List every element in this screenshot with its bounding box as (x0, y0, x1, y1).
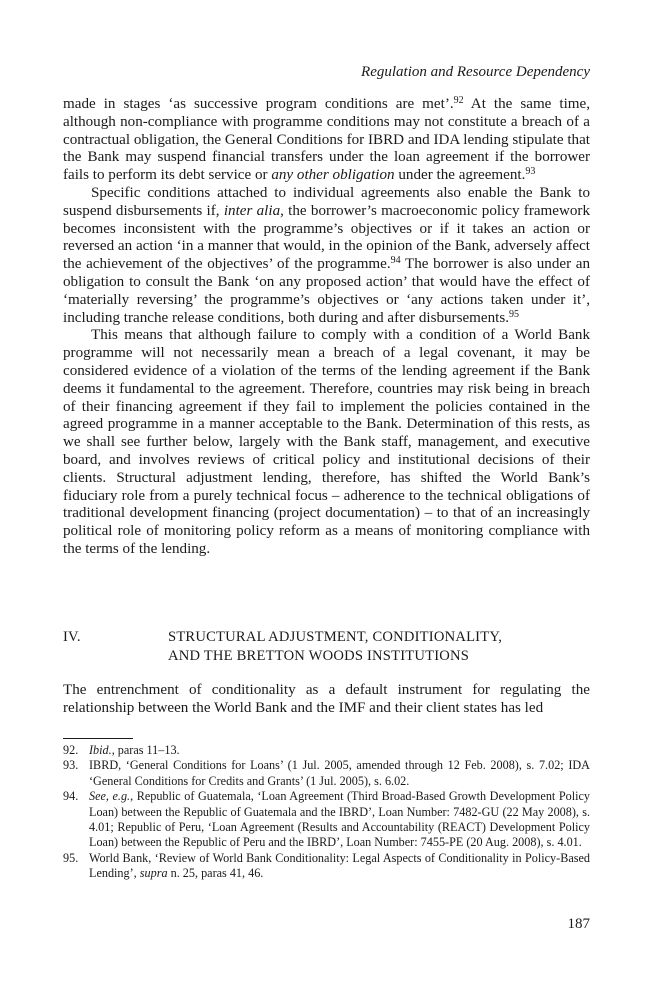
footnote-text (89, 743, 590, 758)
text-run: under the agreement. (394, 167, 526, 184)
section-title-line-1: STRUCTURAL ADJUSTMENT, CONDITIONALITY, (168, 629, 503, 645)
footnote-94 (63, 789, 590, 851)
emphasis: supra (139, 866, 168, 881)
footnotes (63, 743, 590, 882)
emphasis: inter alia (223, 202, 281, 219)
text-run: , paras 11–13. (111, 743, 180, 757)
paragraph-2 (63, 185, 590, 327)
footnote-ref-93: 93 (525, 166, 536, 178)
footnote-number: 94. (63, 789, 79, 804)
section-number: IV. (63, 629, 81, 645)
paragraph-1 (63, 96, 590, 185)
text-run: n. 25, paras 41, 46. (167, 866, 264, 881)
section-title (168, 628, 588, 666)
text-run: made in stages ‘as successive program conditions are met’. (63, 96, 454, 112)
footnote-ref-94: 94 (390, 255, 401, 267)
text-run: Specific conditions attached to individual agreements also enable the Bank to suspend disbursements if, (63, 184, 590, 219)
text-run: The borrower is also under an obligation to consult the Bank ‘on any proposed action’ that would have the effect of ‘materially reversing’ the programme’s objectives or ‘any actions taken under it’, including tranche release conditions, both during and after disbursements. (63, 256, 590, 326)
body-text (63, 96, 590, 559)
footnote-93 (63, 758, 590, 789)
running-head: Regulation and Resource Dependency (361, 64, 590, 80)
footnote-text: IBRD, ‘General Conditions for Loans’ (1 Jul. 2005, amended through 12 Feb. 2008), s. 7.02; IDA ‘General Conditions for Credits and Grants’ (1 Jul. 2005), s. 6.02. (89, 758, 590, 788)
text-run: , Republic of Guatemala, ‘Loan Agreement (Third Broad-Based Growth Development Policy Loan) between the Republic of Guatemala and the IBRD’, Loan Number: 7482-GU (22 May 2008), s. 4.01; Republic of Peru, ‘Loan Agreement (Results and Accountability (REACT) Development Policy Loan) between the Republic of Peru and the IBRD’, Loan Number: 7455-PE (20 Aug. 2008), s. 4.01. (89, 789, 590, 850)
emphasis: any other obligation (271, 167, 395, 184)
page-number: 187 (567, 916, 590, 932)
footnote-text (89, 851, 590, 882)
emphasis: See, e.g. (89, 789, 131, 804)
footnote-rule (63, 738, 133, 739)
text-run: World Bank, ‘Review of World Bank Conditionality: Legal Aspects of Conditionality in Policy-Based Lending’, (89, 850, 590, 881)
footnote-95 (63, 851, 590, 882)
footnote-ref-95: 95 (508, 308, 519, 320)
emphasis: Ibid. (89, 743, 112, 757)
footnote-ref-92: 92 (453, 95, 464, 106)
paragraph-3: This means that although failure to comply with a condition of a World Bank programme will not necessarily mean a breach of a legal covenant, it may be considered evidence of a violation of the terms of the lending agreement if the Bank deems it fundamental to the agreement. Therefore, countries may risk being in breach of their financing agreement if they fail to implement the policies contained in the agreed programme in a manner acceptable to the Bank. Determination of this rests, as we shall see further below, largely with the Bank staff, management, and executive board, and involves reviews of critical policy and institutional decisions of their clients. Structural adjustment lending, therefore, has shifted the World Bank’s fiduciary role from a purely technical focus – adherence to the technical obligations of traditional development financing (project documentation) – to that of an increasingly political role of monitoring policy reform as a means of monitoring compliance with the terms of the lending. (63, 327, 590, 557)
footnote-number: 95. (63, 850, 79, 865)
text-run: At the same time, although non-compliance with programme conditions may not constitute a breach of a contractual obligation, the General Conditions for IBRD and IDA lending stipulate that the Bank may suspend financial transfers under the loan agreement if the borrower fails to perform its debt service or (63, 96, 590, 184)
footnote-text (89, 789, 590, 851)
footnote-number: 92. (63, 743, 79, 757)
section-title-line-2: AND THE BRETTON WOODS INSTITUTIONS (168, 648, 470, 664)
footnote-number: 93. (63, 758, 79, 773)
footnote-92 (63, 743, 590, 758)
text-run: , the borrower’s macroeconomic policy framework becomes inconsistent with the programme’s objectives or if it takes an action or reversed an action ‘in a manner that would, in the opinion of the Bank, adversely affect the achievement of the objectives’ of the programme. (63, 202, 591, 273)
section-paragraph: The entrenchment of conditionality as a default instrument for regulating the relationship between the World Bank and the IMF and their client states has led (63, 682, 590, 716)
